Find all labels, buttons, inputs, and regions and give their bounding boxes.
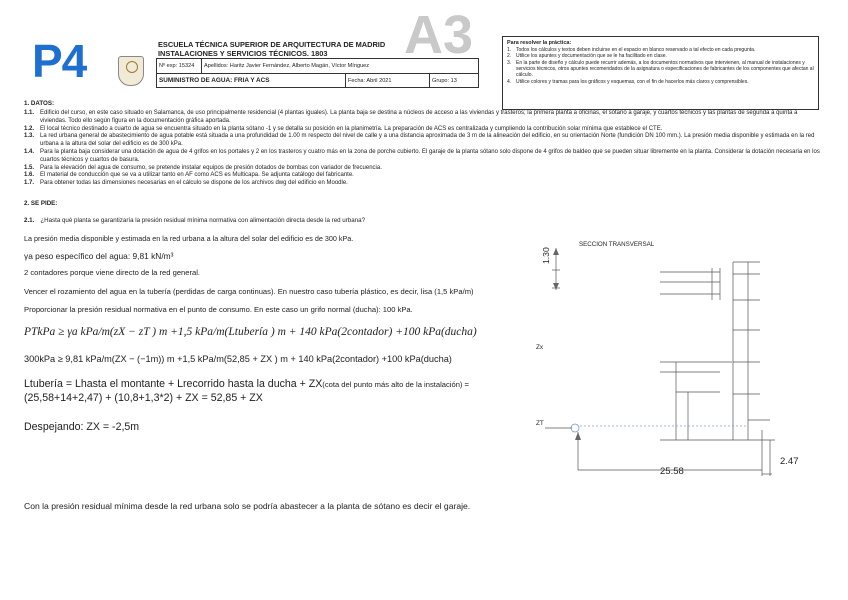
date-field: Fecha: Abril 2021 xyxy=(345,74,429,88)
answer-gamma: γa peso específico del agua: 9,81 kN/m³ xyxy=(24,251,174,261)
instructions-title: Para resolver la práctica: xyxy=(507,40,572,46)
zx-label: Zx xyxy=(536,344,544,351)
datos-item: 1.3. La red urbana general de abastecimiento de agua potable está situada a una profundidad de 1.00 m respecto del nivel de calle y a una distancia aproximada de 3 m de la alineación del edificio, en su orientación Norte (fundición DN 100 mm.). La presión media disponible y estimada en la red urbana a la altura del solar del edificio es de 300 kPa. xyxy=(24,133,815,148)
section-title: SECCION TRANSVERSAL xyxy=(579,241,655,248)
group-field: Grupo: 13 xyxy=(429,74,479,88)
school-name: ESCUELA TÉCNICA SUPERIOR DE ARQUITECTURA DE MADRID xyxy=(158,40,386,49)
exp-number: Nº exp: 15324 xyxy=(159,63,195,69)
sheet-code: P4 xyxy=(32,35,87,87)
general-formula: PTkPa ≥ γa kPa/m(zX − zT ) m +1,5 kPa/m(Ltubería ) m + 140 kPa(2contador) +100 kPa(ducha) xyxy=(24,326,477,338)
datos-item: 1.7. Para obtener todas las dimensiones necesarias en el cálculo se dispone de los archivos dwg del edificio en Moodle. xyxy=(24,180,348,187)
department-name: INSTALACIONES Y SERVICIOS TÉCNICOS. 1803 xyxy=(158,49,328,58)
applied-formula: 300kPa ≥ 9,81 kPa/m(ZX − (−1m)) m +1,5 kPa/m(52,85 + ZX ) m + 140 kPa(2contador) +100 kPa(ducha) xyxy=(24,354,452,364)
section-se-pide-title: 2. SE PIDE: xyxy=(24,200,58,207)
instruction-item: 4. Utilice colores y tramas para los gráficos y esquemas, con el fin de hacerlos más claros y comprensibles. xyxy=(507,78,749,85)
section-datos-title: 1. DATOS: xyxy=(24,100,55,107)
datos-item: 1.5. Para la elevación del agua de consumo, se pretende instalar equipos de presión dotados de bombas con variador de frecuencia. xyxy=(24,164,382,171)
student-names: Apellidos: Haritz Javier Fernández, Alberto Magán, Víctor Mínguez xyxy=(201,59,479,73)
instruction-item: 3. En la parte de diseño y cálculo puede recurrir además, a los documentos normativos que intervienen, al manual de instalaciones y servicios técnicos, otros apuntes recomendados de la asignatura o especificaciones de fabricantes de los componentes que afectan al cálculo. xyxy=(507,59,814,79)
datos-item: 1.1. Edificio del curso, en este caso situado en Salamanca, de uso principalmente residencial (4 plantas iguales). La planta baja se destina a núcleos de acceso a las viviendas y trasteros; la primera planta a oficinas, el sótano a garaje, y cuartos técnicos y las plantas de segunda a quinta a viviendas. Todo ello según figura en la documentación gráfica aportada. xyxy=(24,110,798,124)
subject-title: SUMINISTRO DE AGUA: FRIA Y ACS xyxy=(159,77,270,84)
format-code: A3 xyxy=(404,5,474,65)
pipe-length-formula: Ltubería = Lhasta el montante + Lrecorrido hasta la ducha + ZX(cota del punto más alto de la instalación) = (25,58+14+2,47) + (10,8+1,3*2) + ZX = 52,85 + ZX xyxy=(24,378,469,405)
connection-point-icon xyxy=(571,424,579,432)
answer-line-pressure: La presión media disponible y estimada en la red urbana a la altura del solar del edificio es de 300 kPa. xyxy=(24,234,354,243)
instruction-item: 2. Utilice los apuntes y documentación que se le ha facilitado en clase. xyxy=(507,53,667,60)
result-zx: Despejando: ZX = -2,5m xyxy=(24,421,140,433)
answer-line-residual: Proporcionar la presión residual normativa en el punto de consumo. En este caso un grifo normal (ducha): 100 kPa. xyxy=(24,305,413,314)
instruction-item: 1. Todos los cálculos y textos deben incluirse en el espacio en blanco reservado a tal efecto en cada pregunta. xyxy=(507,46,756,53)
datos-item: 1.4. Para la planta baja considerar una dotación de agua de 4 grifos en los portales y 2 en los trasteros y cuatro más en la zona de porche cubierto. El garaje de la planta sótano solo dispone de 4 grifos de baldeo que se pueden situar libremente en la planta. Considerar la dotación necesaria en los cuartos técnicos y cuartos de basura. xyxy=(24,148,820,163)
dim-right-label: 2.47 xyxy=(780,456,799,467)
question: 2.1. ¿Hasta qué planta se garantizaría la presión residual mínima normativa con alimentación directa desde la red urbana? xyxy=(24,217,366,224)
dim-horizontal-label: 25.58 xyxy=(660,466,684,477)
conclusion: Con la presión residual mínima desde la red urbana solo se podría abastecer a la planta de sótano es decir el garaje. xyxy=(24,501,471,511)
datos-item: 1.2. El local técnico destinado a cuarto de agua se encuentra situado en la planta sótano -1 y se detalla su posición en la planimetría. La preparación de ACS es centralizada y cumpliendo la contribución solar mínima que establece el CTE. xyxy=(24,125,663,132)
datos-item: 1.6. El material de conducción que se va a utilizar tanto en AF como ACS es Multicapa. Se adjunta catálogo del fabricante. xyxy=(24,172,354,179)
zt-label: ZT xyxy=(536,420,544,427)
answer-line-meters: 2 contadores porque viene directo de la red general. xyxy=(24,268,201,277)
dim-vertical-label: 1.30 xyxy=(541,247,551,264)
answer-line-friction: Vencer el rozamiento del agua en la tubería (perdidas de carga continuas). En nuestro caso tubería plástico, es decir, lisa (1,5 kPa/m) xyxy=(24,287,474,296)
